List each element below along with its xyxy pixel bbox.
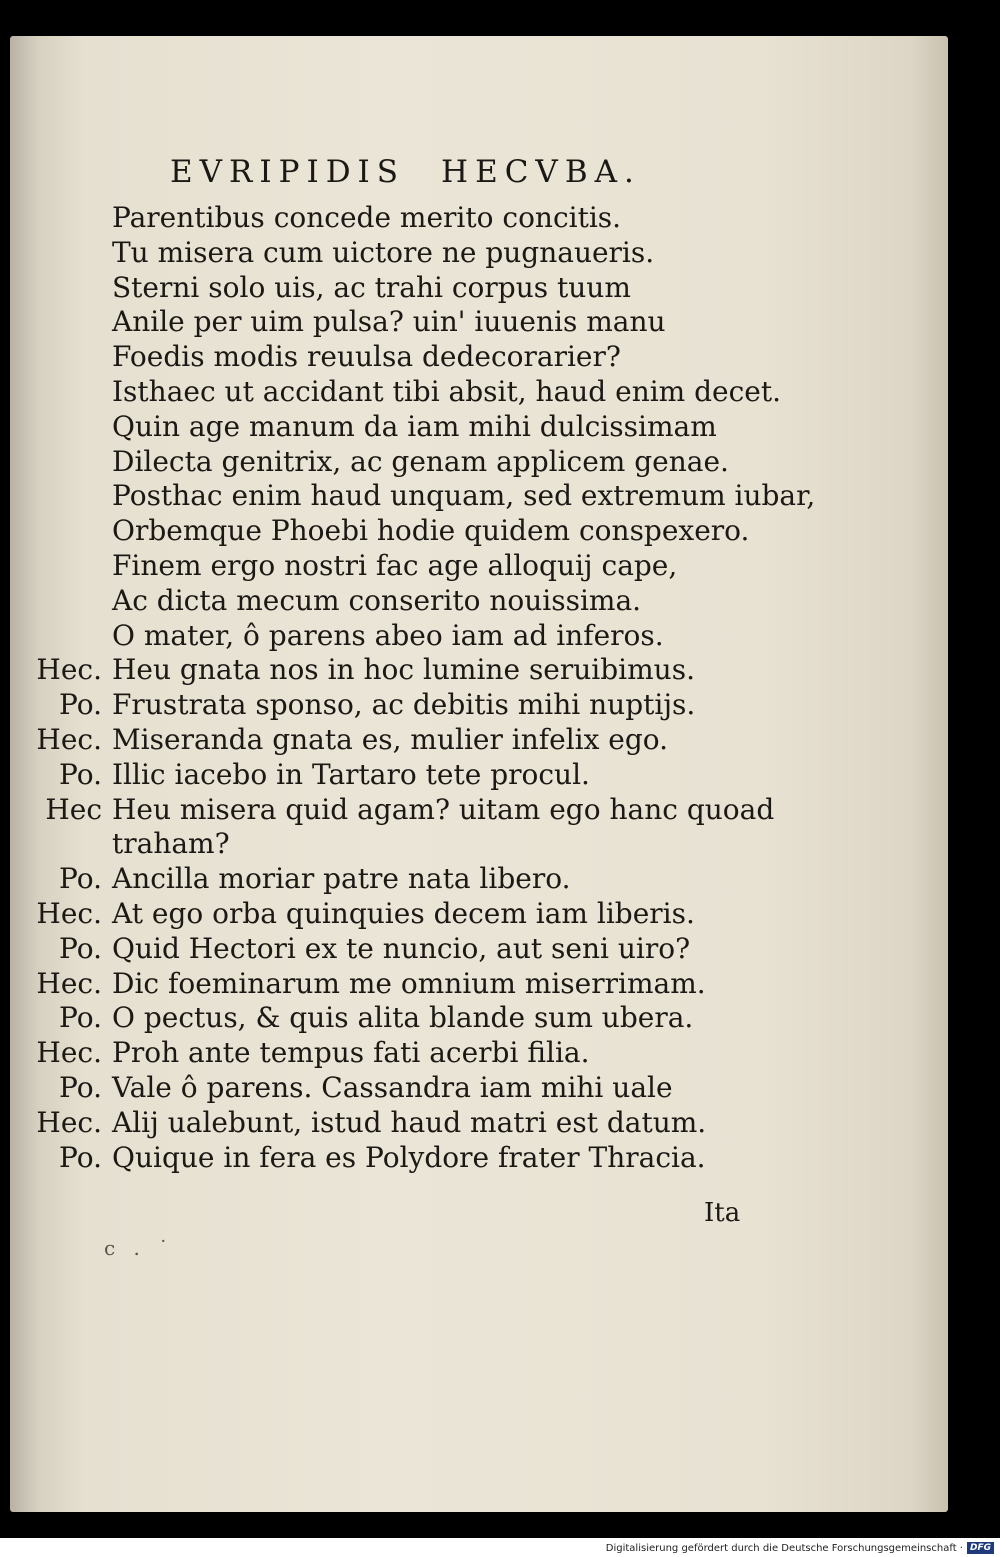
speaker-label: Hec [45,792,102,826]
verse-line [24,758,804,793]
verse-line [24,410,804,445]
verse-text: At ego orba quinquies decem iam liberis. [112,896,695,930]
verse-line [24,271,804,306]
digitization-footer [606,1540,994,1556]
verse-text: Finem ergo nostri fac age alloquij cape, [112,548,678,582]
verse-text: Heu gnata nos in hoc lumine seruibimus. [112,653,695,687]
speaker-label: Hec. [36,1036,102,1070]
verse-line [24,1106,804,1141]
verse-line [24,375,804,410]
speaker-label: Po. [59,688,102,722]
verse-line [24,236,804,271]
speaker-label: Hec. [36,722,102,756]
verse-text: Alij ualebunt, istud haud matri est datum. [112,1105,707,1139]
verse-line [24,932,804,967]
verse-line [24,1036,804,1071]
verse-line [24,967,804,1002]
footer-credit: Digitalisierung gefördert durch die Deutsche Forschungsgemeinschaft · [605,1542,963,1554]
verse-line [24,723,804,758]
speaker-label: Hec. [36,653,102,687]
verse-text: O mater, ô parens abeo iam ad inferos. [112,618,664,652]
verse-text: Anile per uim pulsa? uin' iuuenis manu [112,305,666,339]
verse-text: Frustrata sponso, ac debitis mihi nuptijs. [112,688,696,722]
verse-line [24,340,804,375]
verse-line [24,445,804,480]
speaker-label: Po. [59,862,102,896]
speaker-label: Po. [59,931,102,965]
verse-text: Foedis modis reuulsa dedecorarier? [112,340,621,374]
verse-line [24,305,804,340]
verse-line [24,201,804,236]
verse-block [24,201,816,1175]
verse-text: Illic iacebo in Tartaro tete procul. [112,757,590,791]
book-page [10,36,948,1512]
verse-line [24,653,804,688]
speaker-label: Po. [59,1001,102,1035]
verse-line [24,827,804,862]
verse-line [24,619,804,654]
verse-line [24,1001,804,1036]
verse-line [24,584,804,619]
speaker-label: Po. [59,1070,102,1104]
verse-text: O pectus, & quis alita blande sum ubera. [112,1001,694,1035]
speaker-label: Hec. [36,1105,102,1139]
verse-text: Posthac enim haud unquam, sed extremum iubar, [112,479,816,513]
verse-text: Ancilla moriar patre nata libero. [112,862,571,896]
verse-text: Tu misera cum uictore ne pugnaueris. [112,235,655,269]
running-head-left: EVRIPIDIS [170,154,406,190]
verse-line [24,793,804,828]
verse-line [24,862,804,897]
verse-text: Ac dicta mecum conserito nouissima. [112,583,642,617]
verse-line [24,549,804,584]
verse-line [24,514,804,549]
speaker-label: Po. [59,757,102,791]
verse-text: Quin age manum da iam mihi dulcissimam [112,409,717,443]
catchword: Ita [704,1198,741,1228]
verse-line [24,688,804,723]
verse-line [24,897,804,932]
speaker-label: Po. [59,1140,102,1174]
running-head-right: HECVBA. [441,154,641,190]
verse-text: Miseranda gnata es, mulier infelix ego. [112,722,669,756]
verse-text: Orbemque Phoebi hodie quidem conspexero. [112,514,750,548]
verse-text: Proh ante tempus fati acerbi filia. [112,1036,590,1070]
verse-text: Parentibus concede merito concitis. [112,201,622,234]
verse-text: Sterni solo uis, ac trahi corpus tuum [112,270,631,304]
verse-line [24,479,816,514]
verse-text: Isthaec ut accidant tibi absit, haud enim decet. [112,374,782,408]
verse-line [24,1071,804,1106]
verse-text: Heu misera quid agam? uitam ego hanc quoad [112,792,775,826]
verse-text: traham? [112,827,230,861]
dfg-logo: DFG [967,1542,994,1554]
verse-text: Dic foeminarum me omnium miserrimam. [112,966,706,1000]
verse-text: Quid Hectori ex te nuncio, aut seni uiro? [112,931,691,965]
running-head [170,154,670,190]
signature-mark: c . ˙ [104,1236,175,1260]
verse-text: Dilecta genitrix, ac genam applicem genae. [112,444,729,478]
verse-text: Quique in fera es Polydore frater Thracia. [112,1140,706,1174]
speaker-label: Hec. [36,966,102,1000]
verse-text: Vale ô parens. Cassandra iam mihi uale [112,1070,673,1104]
verse-line [24,1141,804,1176]
speaker-label: Hec. [36,896,102,930]
